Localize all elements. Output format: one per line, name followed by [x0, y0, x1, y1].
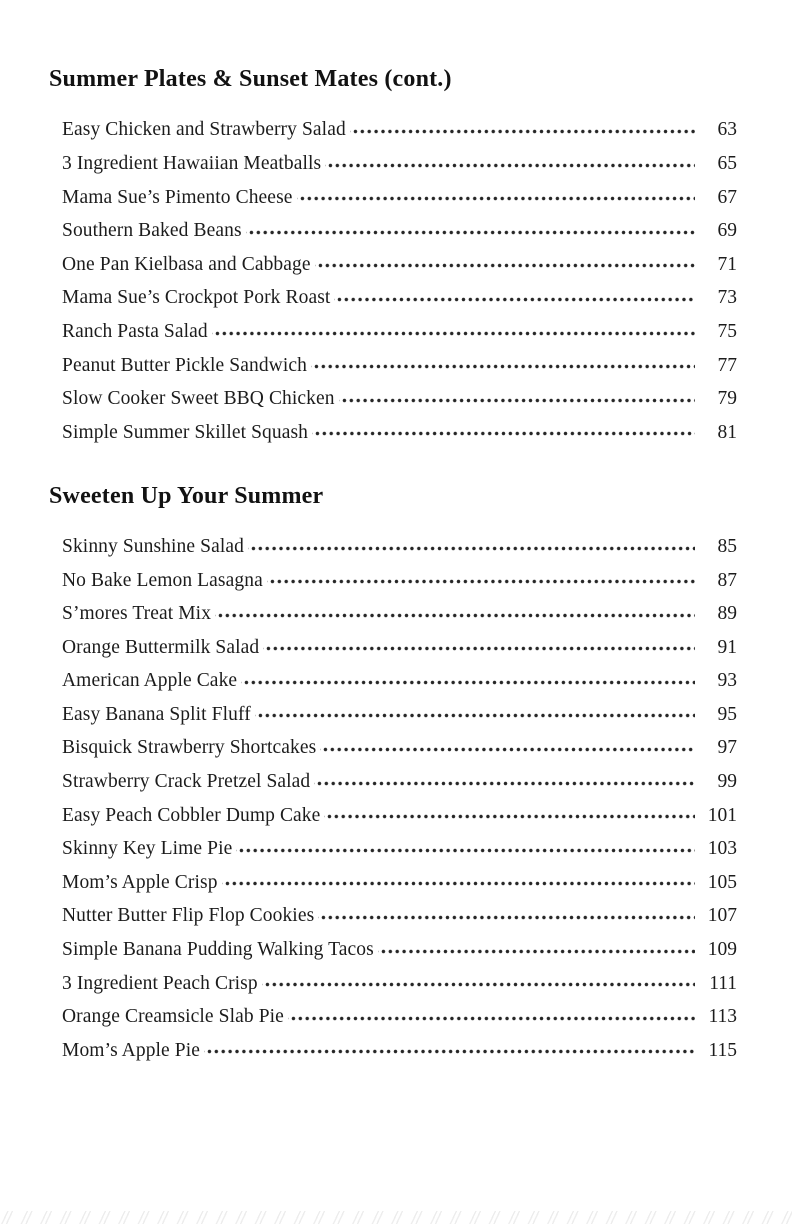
- toc-entry-title: Orange Buttermilk Salad: [62, 636, 260, 658]
- toc-section: [49, 483, 737, 1068]
- dot-leader: [255, 698, 695, 732]
- toc-entry-page: 63: [717, 119, 737, 141]
- toc-entry-title: 3 Ingredient Hawaiian Meatballs: [62, 152, 322, 174]
- toc-entry-page: 109: [707, 939, 737, 961]
- dot-leader: [215, 597, 695, 631]
- toc-entry: [49, 147, 737, 181]
- dot-leader: [314, 765, 695, 799]
- toc-entry: [49, 530, 737, 564]
- dot-leader: [312, 416, 695, 450]
- toc-entry: [49, 349, 737, 383]
- toc-entry-title: Strawberry Crack Pretzel Salad: [62, 771, 311, 793]
- dot-leader: [334, 282, 695, 316]
- dot-leader: [262, 967, 695, 1001]
- toc-entry-page: 115: [708, 1039, 737, 1061]
- toc-entry: [49, 900, 737, 934]
- toc-entry: [49, 1000, 737, 1034]
- toc-entry-title: Peanut Butter Pickle Sandwich: [62, 354, 307, 376]
- toc-entry-page: 91: [717, 636, 737, 658]
- toc-entry-page: 87: [717, 569, 737, 591]
- dot-leader: [267, 564, 695, 598]
- toc-entry: [49, 382, 737, 416]
- toc-entry-title: S’mores Treat Mix: [62, 603, 212, 625]
- toc-entry: [49, 832, 737, 866]
- toc-entry: [49, 416, 737, 450]
- toc-entry-title: Mom’s Apple Crisp: [62, 871, 218, 893]
- bottom-watermark-pattern: [0, 1208, 792, 1224]
- toc-entry: [49, 799, 737, 833]
- toc-entry: [49, 1034, 737, 1068]
- dot-leader: [222, 866, 695, 900]
- toc-section: [49, 66, 737, 450]
- toc-entry-page: 79: [717, 388, 737, 410]
- toc-entry: [49, 564, 737, 598]
- toc-entry: [49, 315, 737, 349]
- toc-entry-title: American Apple Cake: [62, 670, 238, 692]
- dot-leader: [288, 1000, 695, 1034]
- toc-entry-title: Southern Baked Beans: [62, 220, 242, 242]
- toc-entry-page: 97: [717, 737, 737, 759]
- dot-leader: [263, 631, 695, 665]
- dot-leader: [212, 315, 695, 349]
- toc-entry-title: Simple Banana Pudding Walking Tacos: [62, 939, 374, 961]
- toc-entry-title: One Pan Kielbasa and Cabbage: [62, 253, 311, 275]
- toc-entry-page: 85: [717, 535, 737, 557]
- toc-entry: [49, 631, 737, 665]
- toc-sections-container: [49, 66, 737, 1068]
- toc-entry-title: Orange Creamsicle Slab Pie: [62, 1006, 284, 1028]
- toc-entry-page: 89: [717, 603, 737, 625]
- toc-entry-page: 113: [708, 1006, 737, 1028]
- toc-entry-page: 93: [717, 670, 737, 692]
- dot-leader: [320, 732, 695, 766]
- toc-entry: [49, 933, 737, 967]
- toc-entry-title: Bisquick Strawberry Shortcakes: [62, 737, 317, 759]
- toc-entry: [49, 282, 737, 316]
- toc-entry-title: Slow Cooker Sweet BBQ Chicken: [62, 388, 335, 410]
- toc-entry-page: 67: [717, 186, 737, 208]
- toc-entry: [49, 214, 737, 248]
- dot-leader: [324, 799, 695, 833]
- toc-entry-page: 81: [717, 421, 737, 443]
- toc-entry-page: 69: [717, 220, 737, 242]
- toc-entry-title: Easy Peach Cobbler Dump Cake: [62, 804, 321, 826]
- toc-entry: [49, 967, 737, 1001]
- toc-entry-page: 99: [717, 771, 737, 793]
- toc-entry-page: 105: [707, 871, 737, 893]
- toc-entry-title: Mama Sue’s Crockpot Pork Roast: [62, 287, 331, 309]
- toc-entry: [49, 248, 737, 282]
- toc-entry-title: Nutter Butter Flip Flop Cookies: [62, 905, 315, 927]
- dot-leader: [248, 530, 695, 564]
- toc-entry-title: Easy Chicken and Strawberry Salad: [62, 119, 346, 141]
- dot-leader: [350, 114, 695, 148]
- section-title: Summer Plates & Sunset Mates (cont.): [49, 66, 452, 92]
- toc-entry-title: 3 Ingredient Peach Crisp: [62, 972, 258, 994]
- dot-leader: [246, 214, 695, 248]
- toc-entry-page: 77: [717, 354, 737, 376]
- toc-entry: [49, 765, 737, 799]
- dot-leader: [311, 349, 695, 383]
- toc-entry-page: 65: [717, 152, 737, 174]
- dot-leader: [325, 147, 695, 181]
- dot-leader: [318, 900, 695, 934]
- toc-entry-page: 111: [709, 972, 737, 994]
- toc-entry-page: 95: [717, 703, 737, 725]
- toc-entry-page: 75: [717, 320, 737, 342]
- dot-leader: [241, 665, 695, 699]
- section-title: Sweeten Up Your Summer: [49, 482, 324, 509]
- dot-leader: [378, 933, 695, 967]
- toc-entry: [49, 181, 737, 215]
- toc-entry-title: No Bake Lemon Lasagna: [62, 569, 263, 591]
- dot-leader: [297, 181, 695, 215]
- toc-entry-page: 103: [707, 838, 737, 860]
- toc-entry-title: Easy Banana Split Fluff: [62, 703, 251, 725]
- toc-entry-title: Skinny Key Lime Pie: [62, 838, 233, 860]
- toc-entry: [49, 866, 737, 900]
- toc-entry-title: Mama Sue’s Pimento Cheese: [62, 186, 293, 208]
- toc-entry: [49, 665, 737, 699]
- toc-entry: [49, 114, 737, 148]
- toc-entry-title: Skinny Sunshine Salad: [62, 535, 244, 557]
- dot-leader: [236, 832, 695, 866]
- toc-entry-page: 73: [717, 287, 737, 309]
- toc-entry-page: 71: [717, 253, 737, 275]
- toc-entry-page: 107: [707, 905, 737, 927]
- toc-entry: [49, 597, 737, 631]
- dot-leader: [315, 248, 695, 282]
- toc-entry-title: Simple Summer Skillet Squash: [62, 421, 309, 443]
- toc-entry-title: Ranch Pasta Salad: [62, 320, 208, 342]
- dot-leader: [204, 1034, 695, 1068]
- toc-entry-page: 101: [707, 804, 737, 826]
- toc-entry: [49, 732, 737, 766]
- toc-entry: [49, 698, 737, 732]
- toc-entry-title: Mom’s Apple Pie: [62, 1039, 201, 1061]
- dot-leader: [339, 382, 695, 416]
